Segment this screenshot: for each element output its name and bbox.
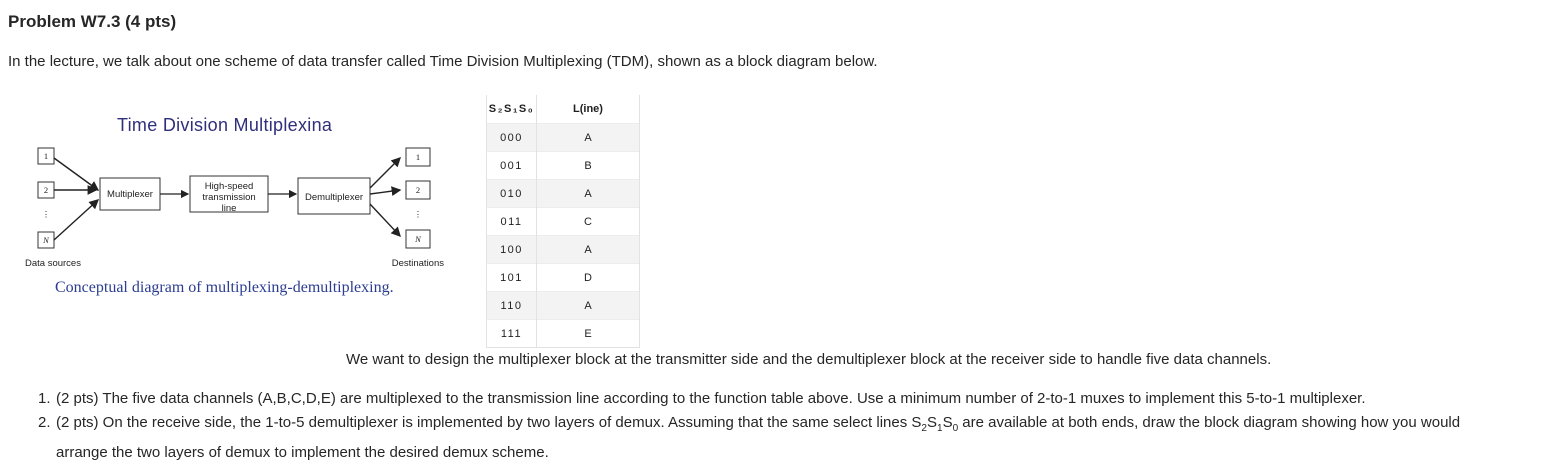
select-cell: 000 bbox=[487, 124, 537, 152]
line-cell: A bbox=[537, 292, 640, 320]
table-row bbox=[487, 180, 640, 208]
line-cell: B bbox=[537, 152, 640, 180]
item-number: 1. bbox=[38, 390, 51, 407]
table-header-row bbox=[487, 95, 640, 124]
dest-label-1: 1 bbox=[415, 152, 421, 162]
header-select: S₂S₁S₀ bbox=[487, 95, 537, 124]
dest-label-n: N bbox=[415, 234, 421, 244]
select-cell: 011 bbox=[487, 208, 537, 236]
tdm-figure bbox=[20, 96, 450, 306]
table-row bbox=[487, 152, 640, 180]
line-cell: A bbox=[537, 180, 640, 208]
item-number: 2. bbox=[38, 414, 51, 431]
select-cell: 111 bbox=[487, 320, 537, 348]
line-cell: D bbox=[537, 264, 640, 292]
problem-intro: In the lecture, we talk about one scheme of data transfer called Time Division Multiplexing (TDM), shown as a block diagram below. bbox=[8, 53, 878, 70]
line-cell: C bbox=[537, 208, 640, 236]
line-label-2: transmission bbox=[202, 192, 256, 203]
table-row bbox=[487, 208, 640, 236]
line-cell: A bbox=[537, 124, 640, 152]
table-row bbox=[487, 320, 640, 348]
table-row bbox=[487, 292, 640, 320]
item-text-part-b: are available at both ends, draw the block diagram showing how you would bbox=[958, 414, 1461, 431]
select-s0: $S_0$ bbox=[942, 414, 959, 434]
select-cell: 110 bbox=[487, 292, 537, 320]
source-label-2: 2 bbox=[43, 185, 49, 195]
tdm-block-diagram bbox=[20, 96, 450, 276]
table-row bbox=[487, 264, 640, 292]
table-row bbox=[487, 124, 640, 152]
list-item bbox=[38, 411, 1536, 465]
source-dots: ⋮ bbox=[41, 209, 51, 219]
select-s1: $S_1$ bbox=[926, 414, 943, 434]
function-table bbox=[486, 95, 640, 348]
select-s2: $S_2$ bbox=[911, 414, 927, 434]
problem-title: Problem W7.3 (4 pts) bbox=[8, 12, 177, 31]
select-cell: 010 bbox=[487, 180, 537, 208]
data-sources-label: Data sources bbox=[25, 258, 81, 269]
list-item bbox=[38, 387, 1536, 411]
line-label-3: line bbox=[221, 203, 237, 214]
task-list bbox=[38, 387, 1536, 465]
select-cell: 100 bbox=[487, 236, 537, 264]
figure-caption: Conceptual diagram of multiplexing-demultiplexing. bbox=[55, 279, 394, 296]
item-text: (2 pts) The five data channels (A,B,C,D,E) are multiplexed to the transmission line according to the function table above. Use a minimum number of 2-to-1 muxes to implement this 5-to-1 multiplexer. bbox=[56, 390, 1366, 407]
header-line: L(ine) bbox=[537, 95, 640, 124]
line-label-1: High-speed bbox=[204, 181, 254, 192]
multiplexer-label: Multiplexer bbox=[107, 189, 153, 200]
dest-label-2: 2 bbox=[415, 185, 421, 195]
destinations-label: Destinations bbox=[391, 258, 444, 269]
line-cell: A bbox=[537, 236, 640, 264]
design-paragraph: We want to design the multiplexer block at the transmitter side and the demultiplexer block at the receiver side to handle five data channels. bbox=[346, 351, 1272, 368]
item-text-part-c: arrange the two layers of demux to implement the desired demux scheme. bbox=[56, 444, 549, 461]
line-cell: E bbox=[537, 320, 640, 348]
figure-heading: Time Division Multiplexina bbox=[117, 115, 333, 135]
source-label-1: 1 bbox=[43, 151, 49, 161]
dest-dots: ⋮ bbox=[413, 209, 423, 219]
table-row bbox=[487, 236, 640, 264]
select-cell: 001 bbox=[487, 152, 537, 180]
demultiplexer-label: Demultiplexer bbox=[304, 192, 364, 203]
source-label-n: N bbox=[43, 235, 49, 245]
select-cell: 101 bbox=[487, 264, 537, 292]
item-text-part-a: (2 pts) On the receive side, the 1-to-5 demultiplexer is implemented by two layers of demux. Assuming that the same select lines bbox=[56, 414, 912, 431]
